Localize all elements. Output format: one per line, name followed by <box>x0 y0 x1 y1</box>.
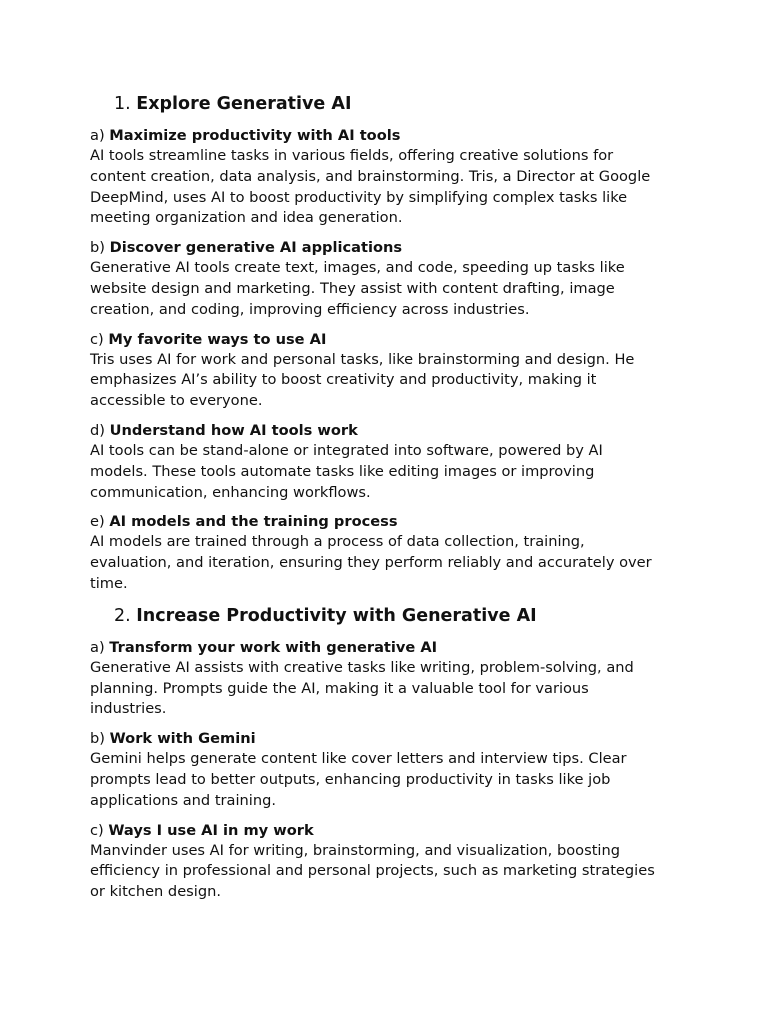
text-line: time. <box>90 574 128 592</box>
text-line: meeting organization and idea generation. <box>90 209 403 227</box>
section-title: Increase Productivity with Generative AI <box>136 605 537 626</box>
item-letter: c) <box>90 330 104 348</box>
text-line: Generative AI tools create text, images, and code, speeding up tasks like <box>90 259 625 277</box>
text-line: AI tools streamline tasks in various fields, offering creative solutions for <box>90 147 614 164</box>
text-line: AI tools can be stand-alone or integrated into software, powered by AI <box>90 441 603 459</box>
item-title <box>90 728 690 749</box>
text-line: planning. Prompts guide the AI, making it a valuable tool for various <box>90 679 589 697</box>
section-heading <box>114 603 690 629</box>
text-line: prompts lead to better outputs, enhancing productivity in tasks like job <box>90 770 611 788</box>
text-line: industries. <box>90 700 167 718</box>
list-item <box>90 329 690 412</box>
text-line: emphasizes AI’s ability to boost creativity and productivity, making it <box>90 371 597 389</box>
list-item <box>90 125 690 229</box>
text-line: models. These tools automate tasks like editing images or improving <box>90 462 595 480</box>
item-title <box>90 820 690 841</box>
item-title <box>90 511 690 532</box>
item-text <box>90 441 690 503</box>
text-line: accessible to everyone. <box>90 392 263 410</box>
text-line: applications and training. <box>90 791 277 809</box>
section-explore-generative-ai <box>90 91 690 595</box>
item-text <box>90 146 690 229</box>
item-heading: Ways I use AI in my work <box>108 821 314 839</box>
text-line: content creation, data analysis, and brainstorming. Tris, a Director at Google <box>90 167 651 185</box>
item-title <box>90 237 690 258</box>
text-line: AI models are trained through a process of data collection, training, <box>90 533 585 551</box>
item-heading: Understand how AI tools work <box>109 421 358 439</box>
text-line: evaluation, and iteration, ensuring they perform reliably and accurately over <box>90 554 652 572</box>
item-letter: e) <box>90 513 105 531</box>
item-letter: d) <box>90 421 105 439</box>
list-item <box>90 237 690 320</box>
item-text <box>90 350 690 412</box>
text-line: DeepMind, uses AI to boost productivity by simplifying complex tasks like <box>90 188 628 206</box>
list-item <box>90 820 690 903</box>
text-line: website design and marketing. They assist with content drafting, image <box>90 279 615 297</box>
text-line: Tris uses AI for work and personal tasks, like brainstorming and design. He <box>90 350 635 368</box>
section-heading <box>114 91 690 117</box>
item-heading: AI models and the training process <box>109 513 398 531</box>
item-letter: a) <box>90 638 105 656</box>
item-text <box>90 658 690 720</box>
item-heading: Work with Gemini <box>109 730 256 748</box>
document-page <box>90 91 690 911</box>
list-item <box>90 511 690 594</box>
list-item <box>90 728 690 811</box>
item-text <box>90 532 690 594</box>
text-line: communication, enhancing workflows. <box>90 483 371 501</box>
item-text <box>90 749 690 811</box>
text-line: or kitchen design. <box>90 883 221 901</box>
item-heading: Maximize productivity with AI tools <box>109 127 401 144</box>
item-heading: Transform your work with generative AI <box>109 638 438 656</box>
item-letter: b) <box>90 730 105 748</box>
section-increase-productivity <box>90 603 690 903</box>
item-heading: Discover generative AI applications <box>109 239 403 257</box>
item-title <box>90 420 690 441</box>
item-title <box>90 125 690 146</box>
item-letter: c) <box>90 821 104 839</box>
text-line: Generative AI assists with creative tasks like writing, problem-solving, and <box>90 658 634 676</box>
list-item <box>90 420 690 503</box>
text-line: efficiency in professional and personal projects, such as marketing strategies <box>90 862 655 880</box>
text-line: Manvinder uses AI for writing, brainstorming, and visualization, boosting <box>90 841 620 859</box>
section-title: Explore Generative AI <box>136 94 352 114</box>
section-number: 2. <box>114 605 131 626</box>
item-text <box>90 258 690 320</box>
item-title <box>90 637 690 658</box>
text-line: Gemini helps generate content like cover letters and interview tips. Clear <box>90 750 627 768</box>
section-number: 1. <box>114 94 131 114</box>
item-heading: My favorite ways to use AI <box>108 330 327 348</box>
item-letter: b) <box>90 239 105 257</box>
item-title <box>90 329 690 350</box>
text-line: creation, and coding, improving efficiency across industries. <box>90 300 530 318</box>
item-text <box>90 841 690 903</box>
list-item <box>90 637 690 720</box>
item-letter: a) <box>90 127 105 144</box>
